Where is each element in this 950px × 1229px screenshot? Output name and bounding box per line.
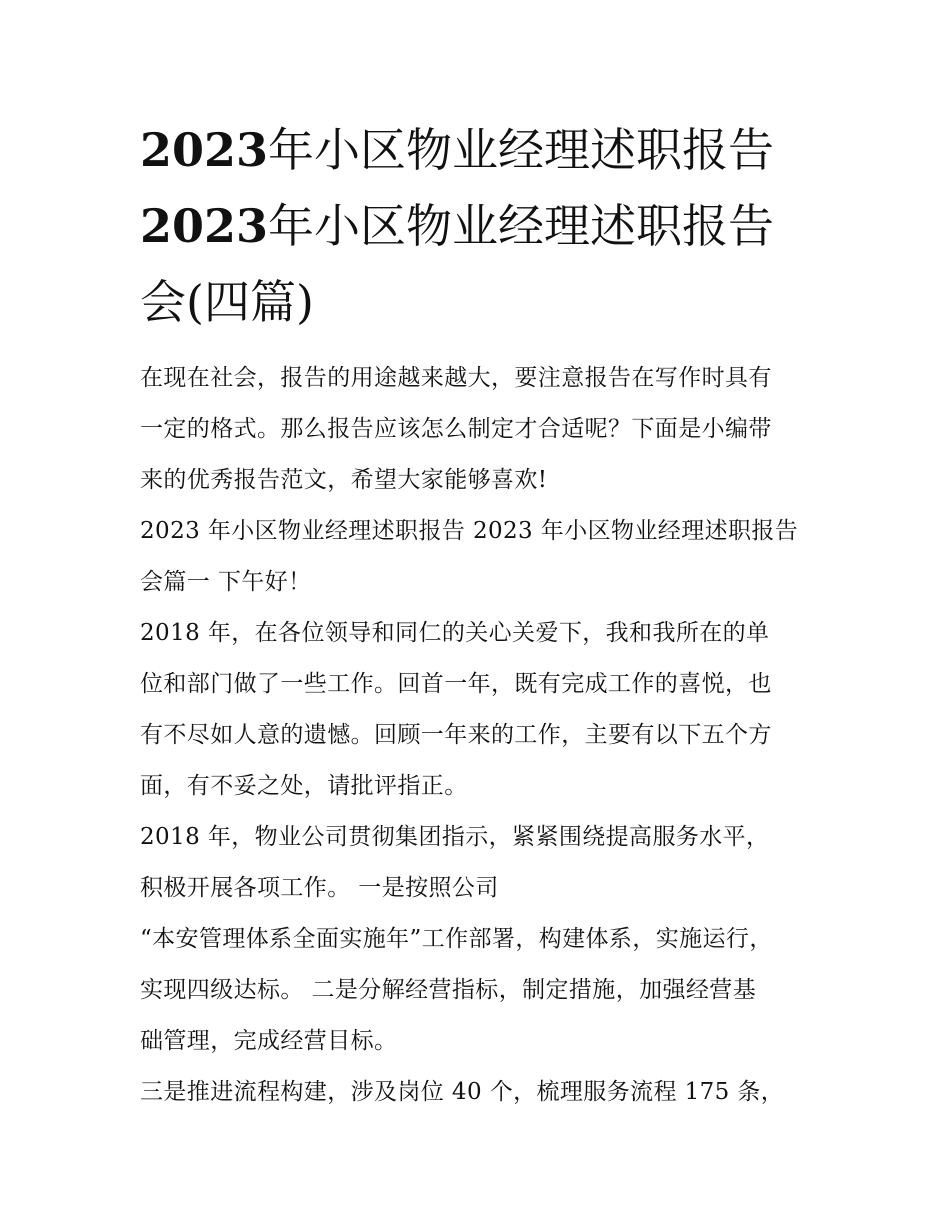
body-line: 在现在社会，报告的用途越来越大，要注意报告在写作时具有: [140, 365, 772, 391]
document-title: [140, 112, 840, 340]
title-text: 年小区物业经理述职报告: [268, 123, 775, 177]
document-body: [140, 353, 830, 1118]
title-year: 2023: [140, 123, 269, 177]
title-text: 年小区物业经理述职报告: [268, 199, 775, 253]
body-line: 实现四级达标。 二是分解经营指标，制定措施，加强经营基: [140, 977, 757, 1003]
title-text: 会(四篇): [140, 275, 314, 329]
body-line: 2023 年小区物业经理述职报告 2023 年小区物业经理述职报告: [140, 518, 799, 544]
body-line: 2018 年，物业公司贯彻集团指示，紧紧围绕提高服务水平，: [140, 824, 770, 850]
title-line: [140, 264, 840, 340]
body-line: 会篇一 下午好！: [140, 569, 312, 595]
title-line: [140, 112, 840, 188]
body-line: 一定的格式。那么报告应该怎么制定才合适呢？下面是小编带: [140, 416, 772, 442]
body-line: 有不尽如人意的遗憾。回顾一年来的工作，主要有以下五个方: [140, 722, 772, 748]
body-line: 面，有不妥之处，请批评指正。: [140, 773, 468, 799]
body-line: 础管理，完成经营目标。: [140, 1028, 398, 1054]
body-line: 积极开展各项工作。 一是按照公司: [140, 875, 499, 901]
body-line: 2018 年，在各位领导和同仁的关心关爱下，我和我所在的单: [140, 620, 770, 646]
body-line: 位和部门做了一些工作。回首一年，既有完成工作的喜悦，也: [140, 671, 772, 697]
body-line: 三是推进流程构建，涉及岗位 40 个，梳理服务流程 175 条，: [140, 1079, 785, 1105]
body-line: 来的优秀报告范文，希望大家能够喜欢!: [140, 467, 548, 493]
title-year: 2023: [140, 199, 269, 253]
body-line: “本安管理体系全面实施年”工作部署，构建体系，实施运行，: [140, 926, 773, 952]
title-line: [140, 188, 840, 264]
